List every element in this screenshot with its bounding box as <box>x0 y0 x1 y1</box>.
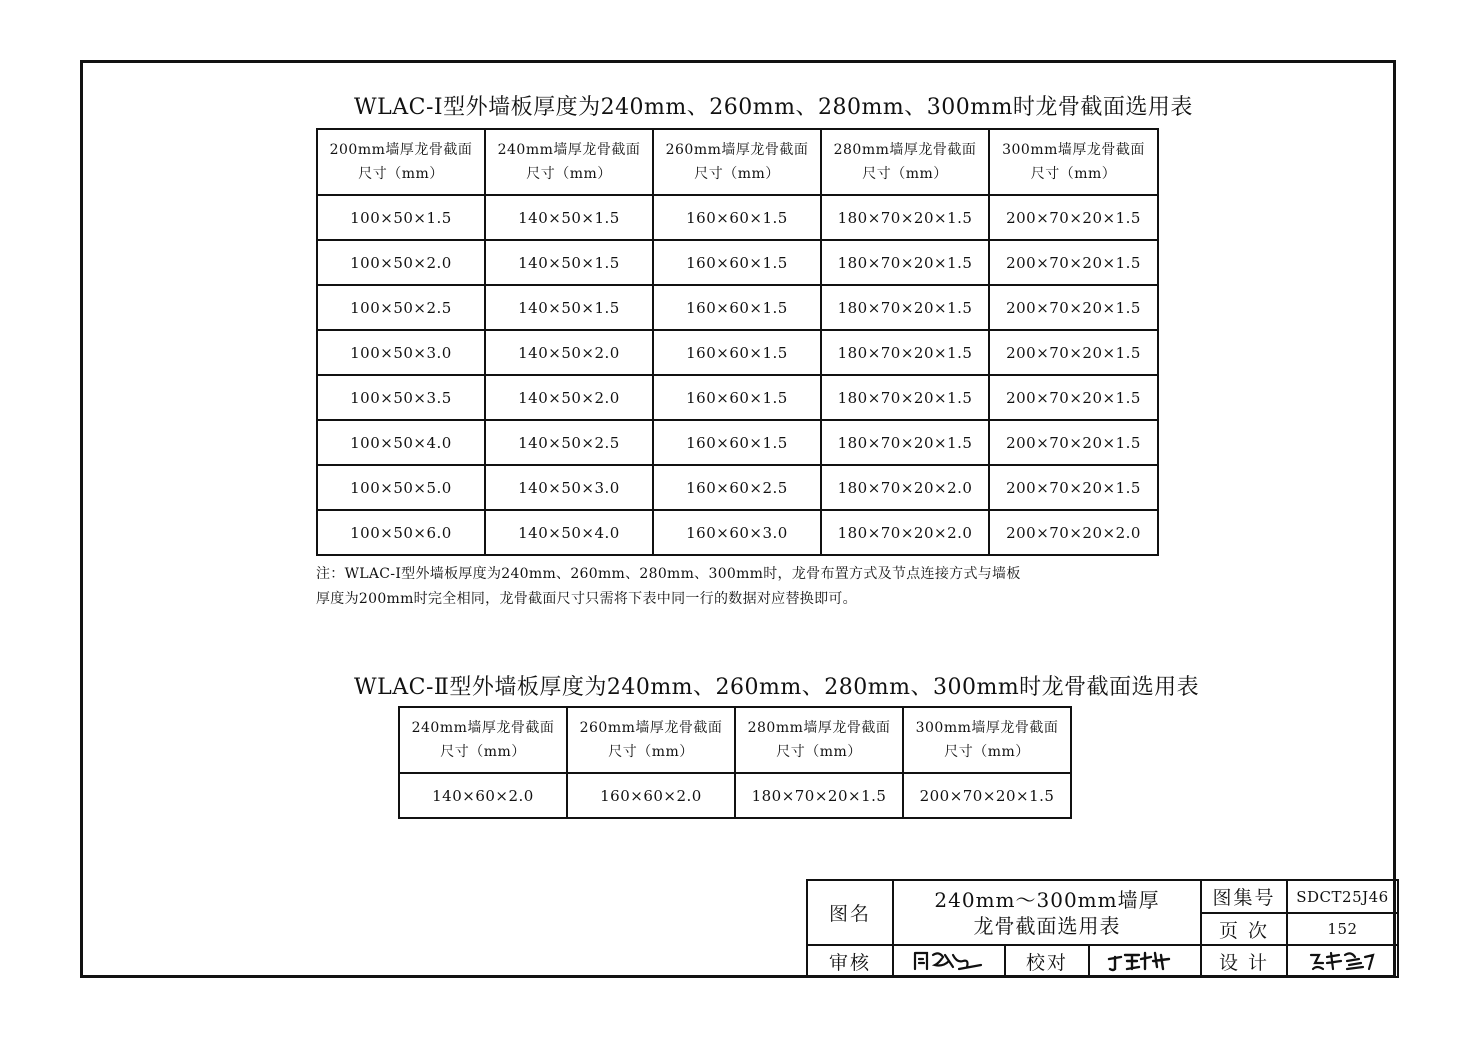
table1-header-cell: 280mm墙厚龙骨截面 尺寸（mm） <box>821 129 989 195</box>
table-cell: 160×60×2.5 <box>653 465 821 510</box>
table2-header-cell: 260mm墙厚龙骨截面 尺寸（mm） <box>567 707 735 773</box>
table-row <box>317 465 1158 510</box>
table-cell: 180×70×20×1.5 <box>821 330 989 375</box>
table-cell: 160×60×3.0 <box>653 510 821 555</box>
table-cell: 200×70×20×1.5 <box>989 465 1158 510</box>
table-cell: 180×70×20×1.5 <box>821 420 989 465</box>
check-signature <box>1089 945 1201 977</box>
table-row <box>317 510 1158 555</box>
table-row <box>317 375 1158 420</box>
drawing-name-line: 龙骨截面选用表 <box>973 913 1121 938</box>
table-cell: 100×50×5.0 <box>317 465 485 510</box>
table-cell: 100×50×2.5 <box>317 285 485 330</box>
table-cell: 180×70×20×2.0 <box>821 465 989 510</box>
design-signature <box>1287 945 1398 977</box>
table-cell: 140×50×1.5 <box>485 195 653 240</box>
table1-note <box>316 562 1021 612</box>
table-cell: 100×50×3.0 <box>317 330 485 375</box>
table-cell: 200×70×20×1.5 <box>989 420 1158 465</box>
table-cell: 140×50×2.0 <box>485 330 653 375</box>
design-label: 设 计 <box>1201 945 1287 977</box>
table-cell: 140×50×1.5 <box>485 240 653 285</box>
table1-title: WLAC-Ⅰ型外墙板厚度为240mm、260mm、280mm、300mm时龙骨截面选用表 <box>354 95 1193 120</box>
table1-header-cell: 240mm墙厚龙骨截面 尺寸（mm） <box>485 129 653 195</box>
table-cell: 160×60×1.5 <box>653 375 821 420</box>
drawing-name <box>893 880 1201 945</box>
signature-icon <box>909 949 989 973</box>
note-line: 注：WLAC-Ⅰ型外墙板厚度为240mm、260mm、280mm、300mm时，龙骨布置方式及节点连接方式与墙板 <box>316 566 1021 582</box>
table-cell: 160×60×1.5 <box>653 285 821 330</box>
table-cell: 180×70×20×1.5 <box>821 375 989 420</box>
drawing-name-line: 240mm～300mm墙厚 <box>934 887 1160 912</box>
table-cell: 100×50×6.0 <box>317 510 485 555</box>
title-block <box>806 879 1399 978</box>
table-row <box>317 240 1158 285</box>
table-cell: 160×60×1.5 <box>653 240 821 285</box>
table-cell: 180×70×20×1.5 <box>821 240 989 285</box>
table1-header-cell: 300mm墙厚龙骨截面 尺寸（mm） <box>989 129 1158 195</box>
review-label: 审核 <box>807 945 893 977</box>
table-cell: 200×70×20×1.5 <box>989 285 1158 330</box>
table-cell: 100×50×2.0 <box>317 240 485 285</box>
title-block-row <box>807 880 1398 913</box>
table-cell: 180×70×20×2.0 <box>821 510 989 555</box>
note-line: 厚度为200mm时完全相同，龙骨截面尺寸只需将下表中同一行的数据对应替换即可。 <box>316 591 857 607</box>
page-no: 152 <box>1287 913 1398 945</box>
table-cell: 200×70×20×1.5 <box>989 240 1158 285</box>
table-cell: 200×70×20×1.5 <box>989 195 1158 240</box>
table-cell: 160×60×1.5 <box>653 330 821 375</box>
title-block-row <box>807 945 1398 977</box>
table1-header-cell: 260mm墙厚龙骨截面 尺寸（mm） <box>653 129 821 195</box>
table-cell: 160×60×2.0 <box>567 773 735 818</box>
table-cell: 100×50×3.5 <box>317 375 485 420</box>
table2-title: WLAC-Ⅱ型外墙板厚度为240mm、260mm、280mm、300mm时龙骨截面选用表 <box>354 675 1200 700</box>
table-cell: 140×50×4.0 <box>485 510 653 555</box>
table-row <box>317 420 1158 465</box>
table-cell: 160×60×1.5 <box>653 195 821 240</box>
table2-header-cell: 280mm墙厚龙骨截面 尺寸（mm） <box>735 707 903 773</box>
check-label: 校对 <box>1005 945 1089 977</box>
table2-header-row <box>399 707 1071 773</box>
table-cell: 140×50×2.0 <box>485 375 653 420</box>
table-cell: 180×70×20×1.5 <box>735 773 903 818</box>
table2-header-cell: 300mm墙厚龙骨截面 尺寸（mm） <box>903 707 1071 773</box>
signature-icon <box>1105 949 1185 973</box>
drawing-name-label: 图名 <box>807 880 893 945</box>
page-label: 页 次 <box>1201 913 1287 945</box>
table1-header-row <box>317 129 1158 195</box>
table-cell: 180×70×20×1.5 <box>821 195 989 240</box>
table-cell: 100×50×1.5 <box>317 195 485 240</box>
atlas-no: SDCT25J46 <box>1287 880 1398 913</box>
review-signature <box>893 945 1005 977</box>
table-cell: 140×60×2.0 <box>399 773 567 818</box>
table-cell: 200×70×20×1.5 <box>903 773 1071 818</box>
table-row <box>317 195 1158 240</box>
table-cell: 140×50×1.5 <box>485 285 653 330</box>
table-cell: 200×70×20×2.0 <box>989 510 1158 555</box>
table-row <box>317 285 1158 330</box>
table2-header-cell: 240mm墙厚龙骨截面 尺寸（mm） <box>399 707 567 773</box>
table-cell: 180×70×20×1.5 <box>821 285 989 330</box>
table-cell: 100×50×4.0 <box>317 420 485 465</box>
signature-icon <box>1303 949 1383 973</box>
table-row <box>317 330 1158 375</box>
atlas-no-label: 图集号 <box>1201 880 1287 913</box>
table-cell: 200×70×20×1.5 <box>989 375 1158 420</box>
table-cell: 200×70×20×1.5 <box>989 330 1158 375</box>
table-row <box>399 773 1071 818</box>
table2 <box>398 706 1072 819</box>
table-cell: 140×50×3.0 <box>485 465 653 510</box>
table1-header-cell: 200mm墙厚龙骨截面 尺寸（mm） <box>317 129 485 195</box>
table-cell: 140×50×2.5 <box>485 420 653 465</box>
table-cell: 160×60×1.5 <box>653 420 821 465</box>
table1 <box>316 128 1159 556</box>
